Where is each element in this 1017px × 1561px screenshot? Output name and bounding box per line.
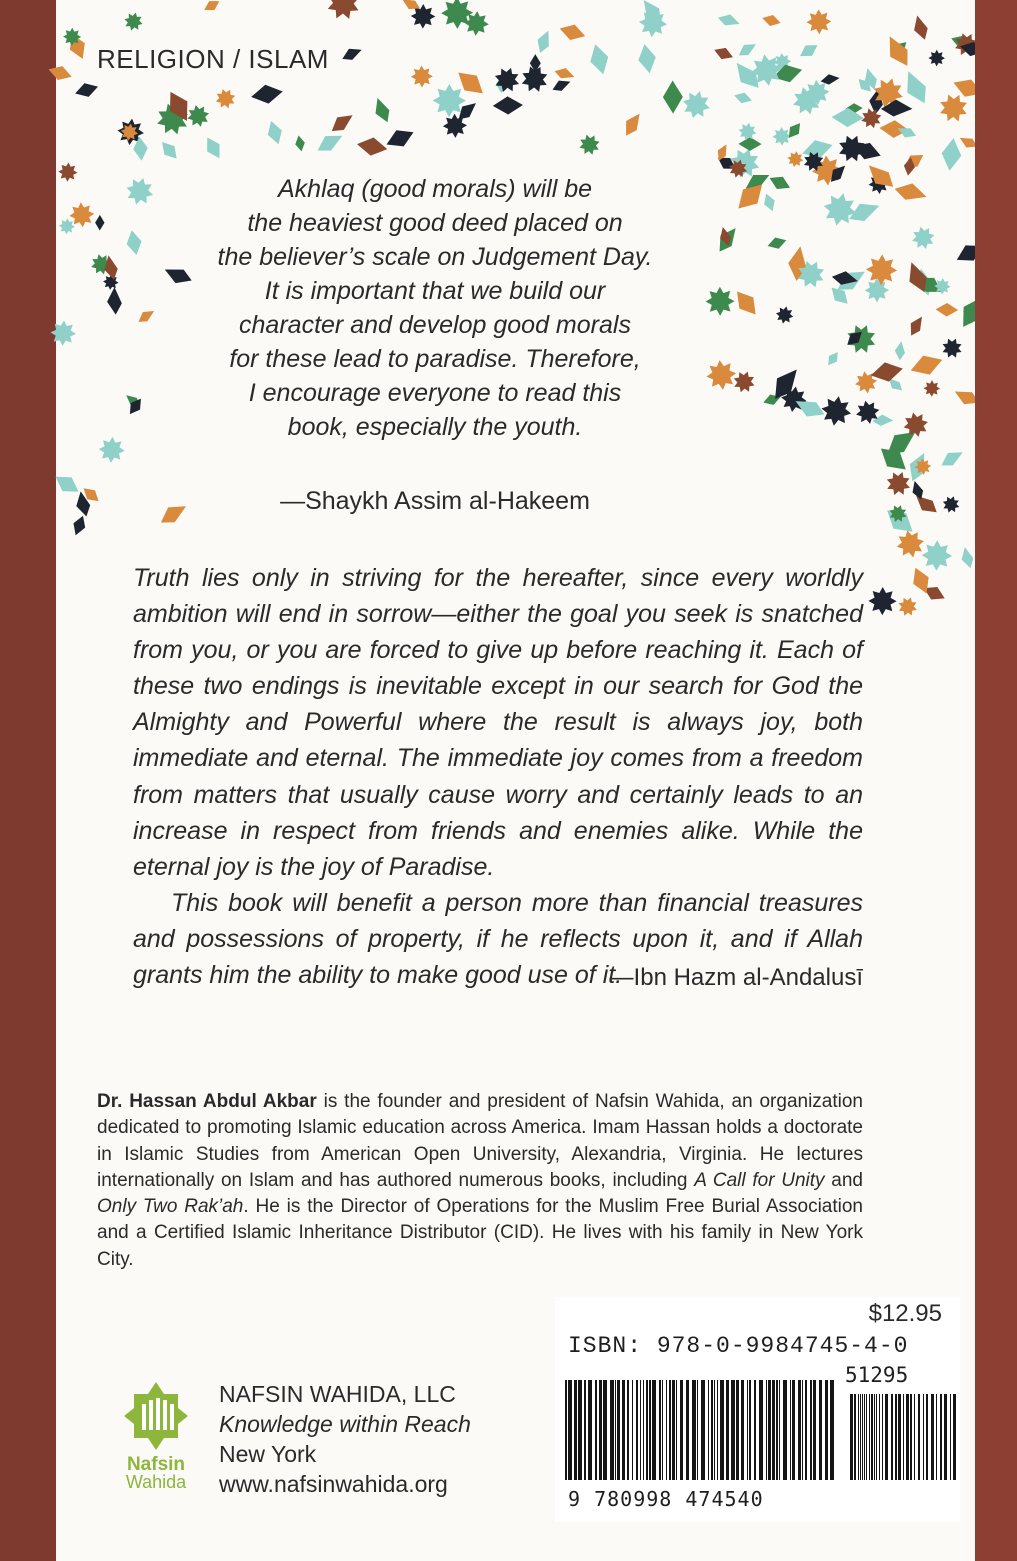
endorsement-quote: [165, 172, 705, 444]
isbn-text: ISBN: 978-0-9984745-4-0: [568, 1333, 909, 1359]
barcode-number: 9 780998 474540: [568, 1487, 764, 1511]
barcode-bar: [860, 1394, 861, 1480]
barcode-bar: [903, 1394, 904, 1480]
quote-paragraph: Truth lies only in striving for the hereafter, since every worldly ambition will end in sorrow—either the goal you seek is snatched from you, or you are forced to give up before reaching it. Each of these two endings is inevitable except in our search for God the Almighty and Powerful where the result is always joy, both immediate and eternal. The immediate joy comes from a freedom from matters that usually cause worry and certainly leads to an increase in respect from friends and enemies alike. While the eternal joy is the joy of Paradise.: [133, 564, 863, 881]
barcode-bar: [749, 1380, 751, 1480]
logo-text: Wahida: [125, 1472, 187, 1490]
barcode-bar: [953, 1394, 956, 1480]
barcode-bar: [864, 1394, 865, 1480]
bio-text: is the founder and president of Nafsin Wahida, an organization dedicated to promoting Islamic education across America. Imam Hassan holds a doctorate in Islamic Studies from American Open University, Alexandria, Virginia. He lectures internationally on Islam and has authored numerous books, including: [97, 1091, 863, 1191]
publisher-name: NAFSIN WAHIDA, LLC: [219, 1381, 456, 1407]
publisher-tagline: Knowledge within Reach: [219, 1411, 471, 1437]
book-title: A Call for Unity: [694, 1169, 825, 1191]
barcode-bar: [950, 1394, 951, 1480]
author-name: Dr. Hassan Abdul Akbar: [97, 1091, 317, 1112]
barcode-bar: [906, 1394, 909, 1480]
publisher-info: [219, 1379, 471, 1499]
price-addon-code: 51295: [845, 1363, 909, 1387]
barcode-bar: [588, 1380, 592, 1480]
barcode-bar: [869, 1394, 870, 1480]
barcode-bar: [632, 1380, 633, 1480]
endorsement-attribution: —Shaykh Assim al-Hakeem: [280, 487, 590, 515]
barcode-bar: [584, 1380, 586, 1480]
quote-line: for these lead to paradise. Therefore,: [229, 345, 641, 373]
barcode-bar: [676, 1380, 677, 1480]
barcode-bar: [926, 1394, 928, 1480]
barcode-bar: [819, 1380, 822, 1480]
barcode-bar: [741, 1380, 744, 1480]
barcode-bar: [874, 1394, 875, 1480]
barcode-bar: [731, 1380, 735, 1480]
barcode-bar: [615, 1380, 616, 1480]
barcode-bar: [565, 1380, 567, 1480]
barcode-bar: [701, 1380, 705, 1480]
quote-line: character and develop good morals: [239, 311, 631, 339]
barcode-bar: [825, 1380, 828, 1480]
barcode-bar: [652, 1380, 656, 1480]
quote-line: Akhlaq (good morals) will be: [277, 175, 593, 203]
barcode-bar: [720, 1380, 724, 1480]
quote-paragraph: This book will benefit a person more than financial treasures and possessions of property, if he reflects upon it, and if Allah grants him the ability to make good use of it.: [133, 888, 863, 990]
barcode-bar: [871, 1394, 873, 1480]
barcode-bar: [754, 1380, 756, 1480]
publisher-website: www.nafsinwahida.org: [219, 1471, 448, 1497]
category-label: RELIGION / ISLAM: [97, 44, 329, 74]
book-quote: [133, 560, 863, 993]
barcode-bar: [662, 1380, 663, 1480]
barcode-bar: [914, 1394, 915, 1480]
barcode-bar: [622, 1380, 625, 1480]
barcode-bar: [692, 1380, 696, 1480]
barcode-bar: [882, 1394, 883, 1480]
barcode-bar: [910, 1394, 912, 1480]
barcode-bar: [646, 1380, 648, 1480]
barcode-bar: [717, 1380, 718, 1480]
barcode-bar: [627, 1380, 629, 1480]
barcode-bar: [599, 1380, 602, 1480]
bio-text: and: [824, 1169, 863, 1191]
barcode-bar: [636, 1380, 638, 1480]
barcode-bar: [776, 1380, 778, 1480]
barcode-bar: [940, 1394, 942, 1480]
barcode-bar: [708, 1380, 709, 1480]
publisher-city: New York: [219, 1441, 317, 1467]
barcode-bar: [862, 1394, 863, 1480]
barcode-bar: [813, 1380, 816, 1480]
barcode-bar: [672, 1380, 675, 1480]
book-title: Only Two Rak’ah: [97, 1196, 244, 1218]
barcode-bar: [669, 1380, 671, 1480]
barcode-bar: [714, 1380, 715, 1480]
barcode-bar: [736, 1380, 739, 1480]
barcode-bar: [643, 1380, 644, 1480]
barcode-bar: [936, 1394, 937, 1480]
barcode-bar: [595, 1380, 597, 1480]
quote-line: It is important that we build our: [264, 277, 606, 305]
barcode-bar: [617, 1380, 620, 1480]
barcode-bar: [640, 1380, 641, 1480]
barcode-bar: [898, 1394, 901, 1480]
barcode-bar: [610, 1380, 614, 1480]
barcode-bar: [885, 1394, 888, 1480]
barcode-bar: [711, 1380, 713, 1480]
barcode-bar: [790, 1380, 791, 1480]
book-quote-attribution: —Ibn Hazm al-Andalusī: [609, 964, 863, 991]
barcode-bar: [574, 1380, 577, 1480]
barcode-bar: [879, 1394, 880, 1480]
barcode-bar: [568, 1380, 572, 1480]
barcode-bar: [726, 1380, 729, 1480]
barcode-bar: [578, 1380, 582, 1480]
barcode-bar: [603, 1380, 607, 1480]
barcode-bar: [918, 1394, 920, 1480]
spine-edge: [0, 0, 56, 1561]
barcode-bar: [666, 1380, 667, 1480]
barcode-bar: [866, 1394, 867, 1480]
quote-line: the believer’s scale on Judgement Day.: [217, 243, 653, 271]
barcode-bar: [802, 1380, 803, 1480]
barcode-bar: [895, 1394, 897, 1480]
barcode-bar: [747, 1380, 748, 1480]
price: $12.95: [868, 1300, 942, 1327]
barcode-bar: [680, 1380, 683, 1480]
bio-text: . He is the Director of Operations for the Muslim Free Burial Association and a Certified Islamic Inheritance Distributor (CID). He lives with his family in New York City.: [97, 1196, 863, 1270]
quote-line: I encourage everyone to read this: [248, 379, 622, 407]
barcode-bar: [772, 1380, 775, 1480]
barcode-bar: [792, 1380, 795, 1480]
barcode-bar: [697, 1380, 698, 1480]
barcode-bar: [944, 1394, 947, 1480]
barcode-bar: [850, 1394, 853, 1480]
barcode-bar: [659, 1380, 661, 1480]
barcode-bar: [931, 1394, 934, 1480]
barcode-bar: [768, 1380, 771, 1480]
barcode-bar: [783, 1380, 787, 1480]
logo-text: Nafsin: [126, 1454, 186, 1475]
barcode-bar: [798, 1380, 801, 1480]
barcode-bar: [891, 1394, 893, 1480]
quote-line: the heaviest good deed placed on: [247, 209, 623, 237]
barcode-bar: [923, 1394, 924, 1480]
barcode-bar: [779, 1380, 780, 1480]
author-bio: [97, 1089, 863, 1273]
barcode-bar: [766, 1380, 767, 1480]
right-edge: [975, 0, 1017, 1561]
quote-line: book, especially the youth.: [287, 413, 583, 441]
barcode-icon: [565, 1380, 957, 1488]
barcode-bar: [858, 1394, 859, 1480]
barcode-bar: [805, 1380, 807, 1480]
barcode-bar: [810, 1380, 812, 1480]
star-icon: [124, 1382, 188, 1450]
barcode-bar: [854, 1394, 856, 1480]
publisher-logo: [108, 1380, 204, 1490]
barcode-bar: [876, 1394, 877, 1480]
barcode-bar: [830, 1380, 834, 1480]
barcode-bar: [759, 1380, 763, 1480]
barcode-bar: [686, 1380, 689, 1480]
barcode-bar: [649, 1380, 651, 1480]
